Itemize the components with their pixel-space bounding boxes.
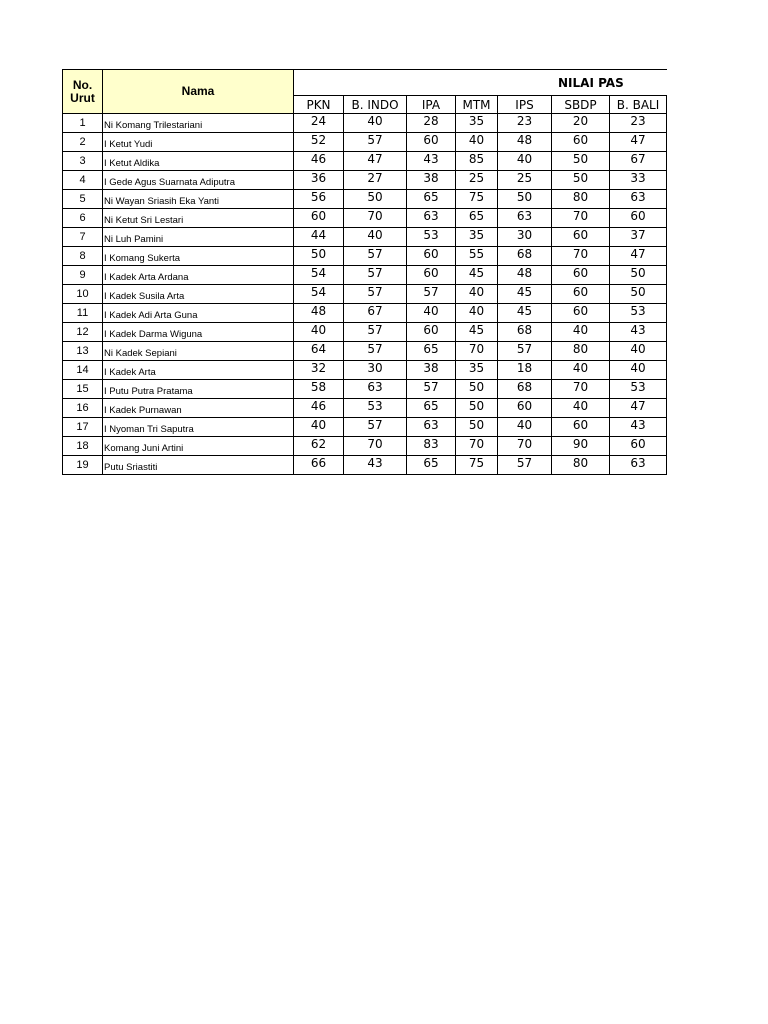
score-cell: 68 [498,323,552,342]
score-cell: 50 [552,152,610,171]
table-row [63,266,667,285]
table-row [63,209,667,228]
score-cell: 50 [456,380,498,399]
row-number-cell: 8 [63,247,103,266]
header-nilai-pas: NILAI PAS [294,70,667,96]
score-cell: 48 [498,266,552,285]
row-number-cell: 15 [63,380,103,399]
score-cell: 45 [456,323,498,342]
student-name-cell: Ni Kadek Sepiani [103,342,294,361]
score-cell: 80 [552,342,610,361]
table-row [63,456,667,475]
score-cell: 60 [552,266,610,285]
score-cell: 32 [294,361,344,380]
score-cell: 54 [294,285,344,304]
row-number-cell: 18 [63,437,103,456]
student-name-cell: Ni Komang Trilestariani [103,114,294,133]
score-cell: 43 [407,152,456,171]
score-cell: 67 [344,304,407,323]
score-cell: 40 [498,152,552,171]
score-cell: 53 [610,304,667,323]
score-cell: 65 [456,209,498,228]
table-row [63,304,667,323]
score-cell: 35 [456,228,498,247]
student-name-cell: Ni Wayan Sriasih Eka Yanti [103,190,294,209]
score-cell: 60 [552,228,610,247]
table-row [63,247,667,266]
row-number-cell: 6 [63,209,103,228]
score-cell: 53 [407,228,456,247]
score-cell: 65 [407,456,456,475]
score-cell: 53 [610,380,667,399]
student-name-cell: I Komang Sukerta [103,247,294,266]
score-cell: 58 [294,380,344,399]
score-cell: 40 [552,323,610,342]
score-cell: 70 [552,247,610,266]
score-cell: 50 [610,266,667,285]
score-cell: 43 [344,456,407,475]
row-number-cell: 9 [63,266,103,285]
score-cell: 60 [407,323,456,342]
score-cell: 40 [552,361,610,380]
score-cell: 63 [407,418,456,437]
header-no-urut-line1: No. Urut [70,77,95,105]
score-cell: 57 [344,133,407,152]
header-subject: SBDP [552,96,610,114]
table-body [63,114,667,475]
row-number-cell: 1 [63,114,103,133]
score-cell: 50 [344,190,407,209]
score-cell: 90 [552,437,610,456]
row-number-cell: 11 [63,304,103,323]
table-row [63,418,667,437]
table-row [63,133,667,152]
score-cell: 40 [456,304,498,323]
score-cell: 30 [498,228,552,247]
score-cell: 38 [407,171,456,190]
table-row [63,323,667,342]
score-cell: 40 [456,285,498,304]
score-cell: 24 [294,114,344,133]
score-cell: 56 [294,190,344,209]
score-cell: 55 [456,247,498,266]
score-cell: 54 [294,266,344,285]
score-cell: 45 [498,304,552,323]
header-subject: PKN [294,96,344,114]
score-cell: 40 [294,323,344,342]
student-name-cell: I Kadek Arta [103,361,294,380]
score-cell: 57 [344,285,407,304]
score-cell: 53 [344,399,407,418]
table-row [63,380,667,399]
header-subject: B. INDO [344,96,407,114]
score-cell: 40 [344,228,407,247]
score-cell: 50 [456,418,498,437]
score-cell: 70 [456,437,498,456]
student-name-cell: Putu Sriastiti [103,456,294,475]
score-cell: 60 [407,133,456,152]
score-cell: 66 [294,456,344,475]
score-cell: 64 [294,342,344,361]
score-cell: 75 [456,456,498,475]
table-row [63,361,667,380]
score-cell: 57 [344,418,407,437]
table-row [63,171,667,190]
score-cell: 50 [456,399,498,418]
score-cell: 40 [407,304,456,323]
score-cell: 60 [407,247,456,266]
score-cell: 45 [498,285,552,304]
score-cell: 23 [498,114,552,133]
table-row [63,399,667,418]
score-cell: 68 [498,380,552,399]
row-number-cell: 19 [63,456,103,475]
score-cell: 50 [610,285,667,304]
score-cell: 65 [407,342,456,361]
score-cell: 50 [498,190,552,209]
header-subject: MTM [456,96,498,114]
score-cell: 36 [294,171,344,190]
score-cell: 40 [294,418,344,437]
score-cell: 35 [456,361,498,380]
score-cell: 57 [498,456,552,475]
student-name-cell: Ni Ketut Sri Lestari [103,209,294,228]
score-cell: 57 [344,266,407,285]
student-name-cell: I Kadek Purnawan [103,399,294,418]
score-cell: 25 [498,171,552,190]
score-cell: 43 [610,323,667,342]
score-cell: 40 [610,361,667,380]
score-cell: 38 [407,361,456,380]
score-cell: 70 [552,380,610,399]
score-cell: 62 [294,437,344,456]
table-row [63,228,667,247]
grade-table [62,69,667,475]
score-cell: 70 [456,342,498,361]
row-number-cell: 17 [63,418,103,437]
score-cell: 67 [610,152,667,171]
score-cell: 40 [344,114,407,133]
header-subject: B. BALI [610,96,667,114]
row-number-cell: 13 [63,342,103,361]
table-row [63,437,667,456]
score-cell: 85 [456,152,498,171]
score-cell: 75 [456,190,498,209]
row-number-cell: 3 [63,152,103,171]
score-cell: 40 [552,399,610,418]
score-cell: 60 [552,285,610,304]
score-cell: 48 [294,304,344,323]
score-cell: 37 [610,228,667,247]
score-cell: 60 [610,209,667,228]
score-cell: 70 [498,437,552,456]
score-cell: 63 [610,456,667,475]
student-name-cell: I Kadek Arta Ardana [103,266,294,285]
student-name-cell: I Putu Putra Pratama [103,380,294,399]
score-cell: 63 [610,190,667,209]
student-name-cell: I Kadek Adi Arta Guna [103,304,294,323]
row-number-cell: 5 [63,190,103,209]
score-cell: 40 [610,342,667,361]
score-cell: 57 [498,342,552,361]
row-number-cell: 4 [63,171,103,190]
score-cell: 60 [498,399,552,418]
header-row-top [63,70,667,96]
score-cell: 80 [552,456,610,475]
score-cell: 18 [498,361,552,380]
score-cell: 57 [344,247,407,266]
table-row [63,342,667,361]
score-cell: 70 [344,209,407,228]
student-name-cell: I Kadek Susila Arta [103,285,294,304]
score-cell: 27 [344,171,407,190]
score-cell: 23 [610,114,667,133]
score-cell: 65 [407,399,456,418]
score-cell: 60 [407,266,456,285]
score-cell: 25 [456,171,498,190]
row-number-cell: 14 [63,361,103,380]
score-cell: 48 [498,133,552,152]
student-name-cell: I Gede Agus Suarnata Adiputra [103,171,294,190]
header-nama: Nama [103,70,294,114]
score-cell: 43 [610,418,667,437]
score-cell: 80 [552,190,610,209]
score-cell: 65 [407,190,456,209]
score-cell: 46 [294,152,344,171]
header-subject: IPA [407,96,456,114]
score-cell: 57 [344,323,407,342]
score-cell: 50 [294,247,344,266]
header-subject: IPS [498,96,552,114]
score-cell: 60 [294,209,344,228]
score-cell: 60 [552,133,610,152]
score-cell: 60 [610,437,667,456]
score-cell: 68 [498,247,552,266]
score-cell: 40 [498,418,552,437]
score-cell: 30 [344,361,407,380]
score-cell: 46 [294,399,344,418]
score-cell: 60 [552,418,610,437]
score-cell: 57 [407,380,456,399]
student-name-cell: I Ketut Yudi [103,133,294,152]
score-cell: 40 [456,133,498,152]
row-number-cell: 7 [63,228,103,247]
student-name-cell: I Nyoman Tri Saputra [103,418,294,437]
score-cell: 35 [456,114,498,133]
score-cell: 60 [552,304,610,323]
student-name-cell: I Ketut Aldika [103,152,294,171]
table-row [63,114,667,133]
score-cell: 50 [552,171,610,190]
score-cell: 28 [407,114,456,133]
score-cell: 63 [344,380,407,399]
score-cell: 70 [344,437,407,456]
score-cell: 33 [610,171,667,190]
score-cell: 52 [294,133,344,152]
score-cell: 44 [294,228,344,247]
score-cell: 47 [610,399,667,418]
score-cell: 47 [344,152,407,171]
score-cell: 83 [407,437,456,456]
score-cell: 63 [407,209,456,228]
row-number-cell: 2 [63,133,103,152]
score-cell: 20 [552,114,610,133]
row-number-cell: 10 [63,285,103,304]
row-number-cell: 12 [63,323,103,342]
score-cell: 47 [610,247,667,266]
table-row [63,190,667,209]
table-row [63,285,667,304]
header-no-urut [63,70,103,114]
row-number-cell: 16 [63,399,103,418]
score-cell: 70 [552,209,610,228]
score-cell: 45 [456,266,498,285]
table-row [63,152,667,171]
score-cell: 57 [344,342,407,361]
score-cell: 47 [610,133,667,152]
student-name-cell: Ni Luh Pamini [103,228,294,247]
score-cell: 63 [498,209,552,228]
student-name-cell: Komang Juni Artini [103,437,294,456]
score-cell: 57 [407,285,456,304]
student-name-cell: I Kadek Darma Wiguna [103,323,294,342]
